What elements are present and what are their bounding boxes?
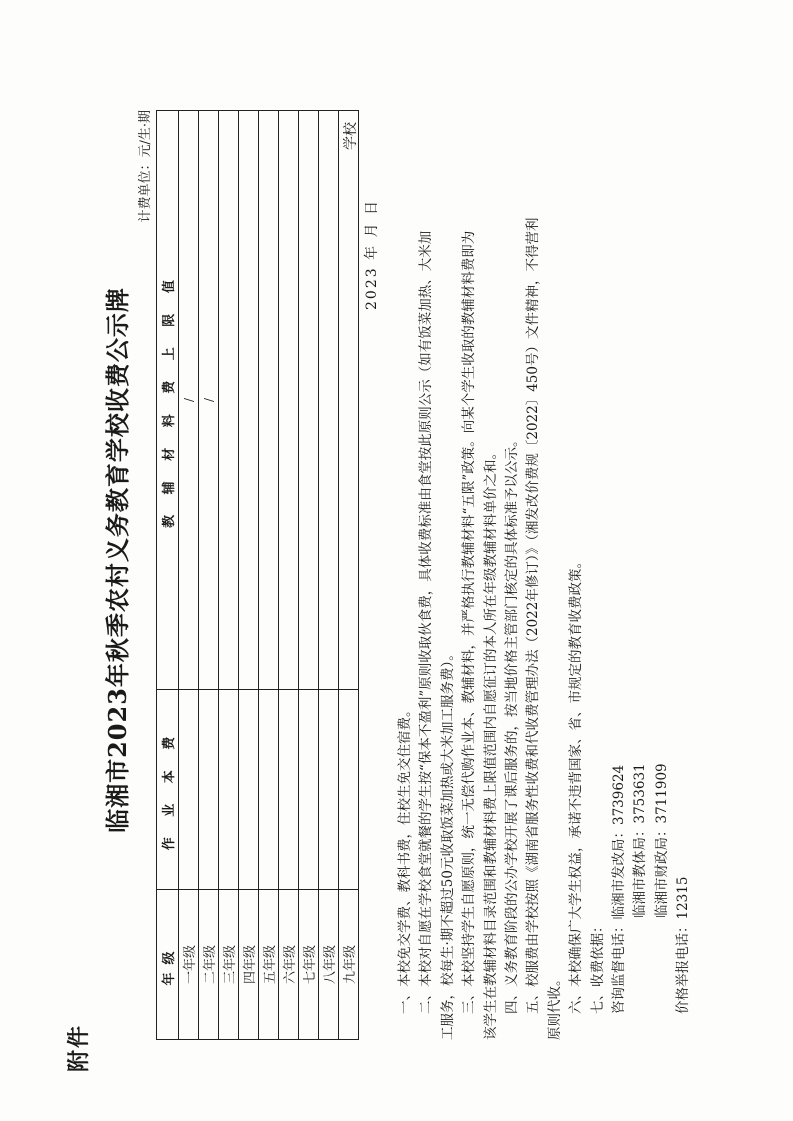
header-homework-fee: 作 业 本 费 [157, 690, 179, 890]
consult-phone-1: 临湘市发改局：3739624 [611, 764, 628, 920]
table-row [319, 111, 339, 1040]
grade-cell: 七年级 [299, 890, 319, 1040]
materials-fee-cell [259, 111, 279, 690]
report-phone: 价格举报电话：12315 [675, 876, 692, 1014]
note-5: 五、校服费由学校按照《湖南省服务性收费和代收费管理办法（2022年修订）》（湘发改价费规〔2022〕450号）文件精神，不得营利 [525, 217, 542, 1014]
note-3-cont: 该学生在教辅材料目录范围和教辅材料费上限值范围内自愿征订的本人所在年级教辅材料单价之和。 [482, 446, 499, 1040]
grade-cell: 三年级 [219, 890, 239, 1040]
page-title: 临湘市2023年秋季农村义务教育学校收费公示牌 [103, 287, 132, 833]
note-4: 四、义务教育阶段的公办学校开展了课后服务的，按当地价格主管部门核定的具体标准予以公示。 [504, 433, 521, 1014]
materials-fee-cell [279, 111, 299, 690]
grade-cell: 八年级 [319, 890, 339, 1040]
fee-table [156, 110, 359, 1040]
grade-cell: 五年级 [259, 890, 279, 1040]
grade-cell: 六年级 [279, 890, 299, 1040]
consult-phone-3: 临湘市财政局：3711909 [653, 763, 670, 918]
table-row [259, 111, 279, 1040]
table-row [199, 111, 219, 1040]
table-row [279, 111, 299, 1040]
table-row [339, 111, 359, 1040]
table-row [219, 111, 239, 1040]
homework-fee-cell [339, 690, 359, 890]
homework-fee-cell [219, 690, 239, 890]
homework-fee-cell [279, 690, 299, 890]
note-7: 七、收费依据： [589, 919, 606, 1014]
notice-sheet [90, 40, 700, 1080]
note-2-cont: 工服务，校每生·期不超过50元收取饭菜加热或大米加工服务费）。 [439, 647, 456, 1040]
consult-phone-2: 临湘市教体局：3753631 [632, 763, 649, 918]
homework-fee-cell [319, 690, 339, 890]
homework-fee-cell [259, 690, 279, 890]
materials-fee-cell [239, 111, 259, 690]
unit-label: 计费单位：元/生·期 [138, 110, 153, 223]
notes-section [395, 90, 695, 1040]
header-materials-fee-cap: 教 辅 材 料 费 上 限 值 [157, 111, 179, 690]
table-row [239, 111, 259, 1040]
homework-fee-cell [239, 690, 259, 890]
annex-label: 附件 [66, 1023, 92, 1072]
grade-cell: 九年级 [339, 890, 359, 1040]
school-label: 学校 [343, 122, 359, 150]
materials-fee-cell: / [199, 111, 219, 690]
materials-fee-cell [299, 111, 319, 690]
note-3: 三、本校坚持学生自愿原则，统一无偿代购作业本、教辅材料，并严格执行教辅材料“五限”政策。向某个学生收取的教辅材料费即为 [461, 230, 478, 1014]
consult-phone-label: 咨询监督电话： [611, 919, 628, 1014]
materials-fee-cell [219, 111, 239, 690]
consult-phone-row [609, 90, 630, 1040]
note-1: 一、本校免交学费、教科书费，住校生免交住宿费。 [397, 703, 413, 1014]
note-6: 六、本校确保广大学生权益，承诺不违背国家、省、市规定的教育收费政策。 [568, 555, 585, 1014]
grade-cell: 四年级 [239, 890, 259, 1040]
materials-fee-cell [339, 111, 359, 690]
note-2: 二、本校对自愿在学校食堂就餐的学生按“保本不盈利”原则收取伙食费，具体收费标准由食堂按此原则公示（如有饭菜加热、大米加 [418, 230, 435, 1014]
fee-table-header-row [157, 111, 179, 1040]
materials-fee-cell [319, 111, 339, 690]
note-5-cont: 原则代收。 [546, 972, 563, 1040]
table-row [299, 111, 319, 1040]
header-grade: 年级 [157, 890, 179, 1040]
homework-fee-cell [199, 690, 219, 890]
materials-fee-cell: / [179, 111, 199, 690]
grade-cell: 二年级 [199, 890, 219, 1040]
grade-cell: 一年级 [179, 890, 199, 1040]
homework-fee-cell [179, 690, 199, 890]
homework-fee-cell [299, 690, 319, 890]
table-row [179, 111, 199, 1040]
date-line: 2023 年 月 日 [358, 199, 381, 310]
